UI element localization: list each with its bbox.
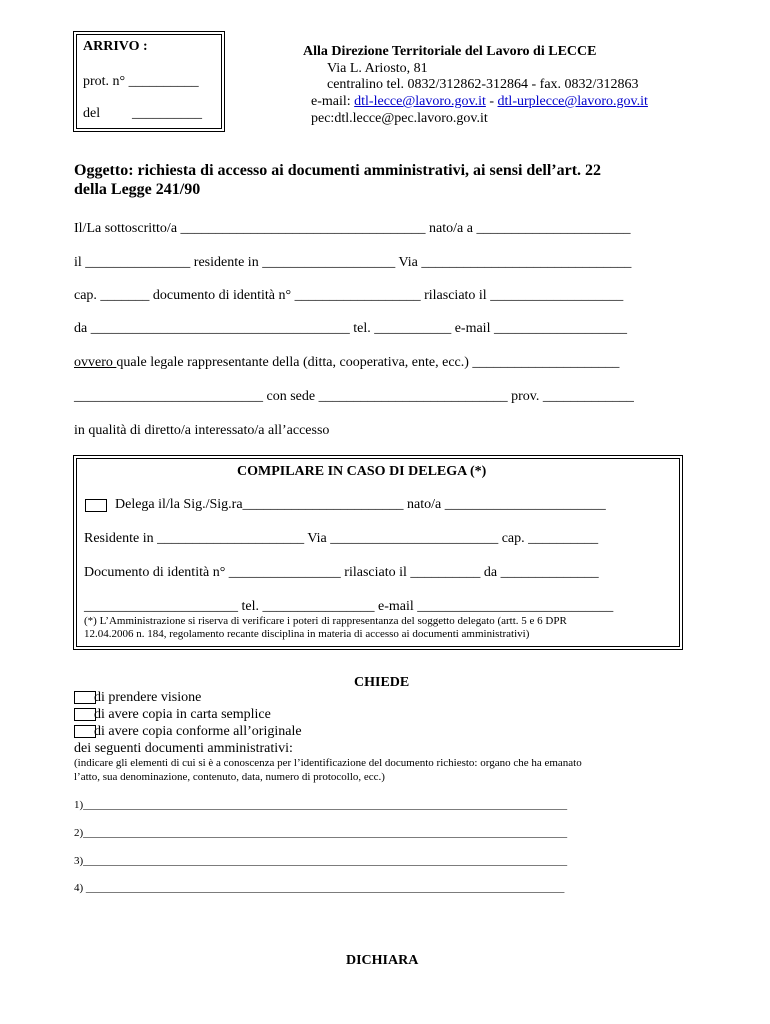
qualita-text: in qualità di diretto/a interessato/a all’accesso bbox=[74, 423, 330, 438]
arrivo-title: ARRIVO : bbox=[83, 39, 148, 54]
document-line-2[interactable]: 2)________________________________________________________________________________________ bbox=[74, 827, 568, 839]
ovvero-rest: quale legale rappresentante della (ditta, cooperativa, ente, ecc.) _____________________ bbox=[116, 355, 620, 370]
delega-checkbox[interactable] bbox=[85, 499, 107, 512]
option-label-copia-conforme: di avere copia conforme all’originale bbox=[94, 724, 302, 739]
option-checkbox-visione[interactable] bbox=[74, 691, 96, 704]
recipient-pec: pec:dtl.lecce@pec.lavoro.gov.it bbox=[311, 111, 488, 126]
recipient-email bbox=[311, 94, 648, 110]
option-checkbox-copia-semplice[interactable] bbox=[74, 708, 96, 721]
form-line-sede[interactable]: ___________________________ con sede ___________________________ prov. _____________ bbox=[74, 389, 634, 404]
form-line-sottoscritto[interactable]: Il/La sottoscritto/a ___________________________________ nato/a a ______________________ bbox=[74, 221, 631, 236]
email-label: e-mail: bbox=[311, 94, 351, 109]
option-label-copia-semplice: di avere copia in carta semplice bbox=[94, 707, 271, 722]
recipient-street: Via L. Ariosto, 81 bbox=[327, 61, 428, 76]
dichiara-heading: DICHIARA bbox=[346, 953, 419, 968]
form-line-residenza[interactable]: il _______________ residente in ___________________ Via ______________________________ bbox=[74, 255, 632, 270]
delega-line-4[interactable]: ______________________ tel. ________________ e-mail ____________________________ bbox=[84, 599, 614, 614]
subject-line-2: della Legge 241/90 bbox=[74, 181, 201, 198]
document-line-4[interactable]: 4) _______________________________________________________________________________________ bbox=[74, 882, 565, 894]
option-checkbox-copia-conforme[interactable] bbox=[74, 725, 96, 738]
del-label: del bbox=[83, 106, 101, 121]
delega-line-1[interactable]: Delega il/la Sig./Sig.ra_______________________ nato/a _______________________ bbox=[115, 497, 606, 512]
recipient-phone: centralino tel. 0832/312862-312864 - fax. 0832/312863 bbox=[327, 77, 639, 92]
documents-hint-2: l’atto, sua denominazione, contenuto, data, numero di protocollo, ecc.) bbox=[74, 771, 385, 783]
document-line-3[interactable]: 3)________________________________________________________________________________________ bbox=[74, 855, 568, 867]
email-link-2[interactable]: dtl-urplecce@lavoro.gov.it bbox=[497, 94, 648, 109]
email-separator: - bbox=[489, 94, 495, 109]
del-field[interactable]: __________ bbox=[132, 106, 202, 121]
delega-note-1: (*) L’Amministrazione si riserva di verificare i poteri di rappresentanza del soggetto delegato (artt. 5 e 6 DPR bbox=[84, 615, 567, 627]
chiede-heading: CHIEDE bbox=[354, 675, 410, 690]
form-line-rappresentante[interactable] bbox=[74, 355, 619, 371]
delega-note-2: 12.04.2006 n. 184, regolamento recante disciplina in materia di accesso ai documenti amministrativi) bbox=[84, 628, 530, 640]
recipient-title: Alla Direzione Territoriale del Lavoro di LECCE bbox=[303, 44, 597, 59]
documents-hint-1: (indicare gli elementi di cui si è a conoscenza per l’identificazione del documento richiesto: organo che ha emanato bbox=[74, 757, 582, 769]
delega-title: COMPILARE IN CASO DI DELEGA (*) bbox=[237, 464, 487, 479]
form-line-documento[interactable]: cap. _______ documento di identità n° __________________ rilasciato il ___________________ bbox=[74, 288, 624, 303]
form-line-contatti[interactable]: da _____________________________________ tel. ___________ e-mail ___________________ bbox=[74, 321, 627, 336]
delega-line-2[interactable]: Residente in _____________________ Via ________________________ cap. __________ bbox=[84, 531, 599, 546]
option-label-visione: di prendere visione bbox=[94, 690, 202, 705]
prot-field[interactable]: prot. n° __________ bbox=[83, 74, 199, 89]
documents-label: dei seguenti documenti amministrativi: bbox=[74, 741, 293, 756]
ovvero-word: ovvero bbox=[74, 355, 117, 370]
subject-line-1: Oggetto: richiesta di accesso ai documenti amministrativi, ai sensi dell’art. 22 bbox=[74, 162, 602, 179]
email-link-1[interactable]: dtl-lecce@lavoro.gov.it bbox=[354, 94, 486, 109]
document-line-1[interactable]: 1)________________________________________________________________________________________ bbox=[74, 799, 568, 811]
delega-line-3[interactable]: Documento di identità n° ________________ rilasciato il __________ da ______________ bbox=[84, 565, 599, 580]
